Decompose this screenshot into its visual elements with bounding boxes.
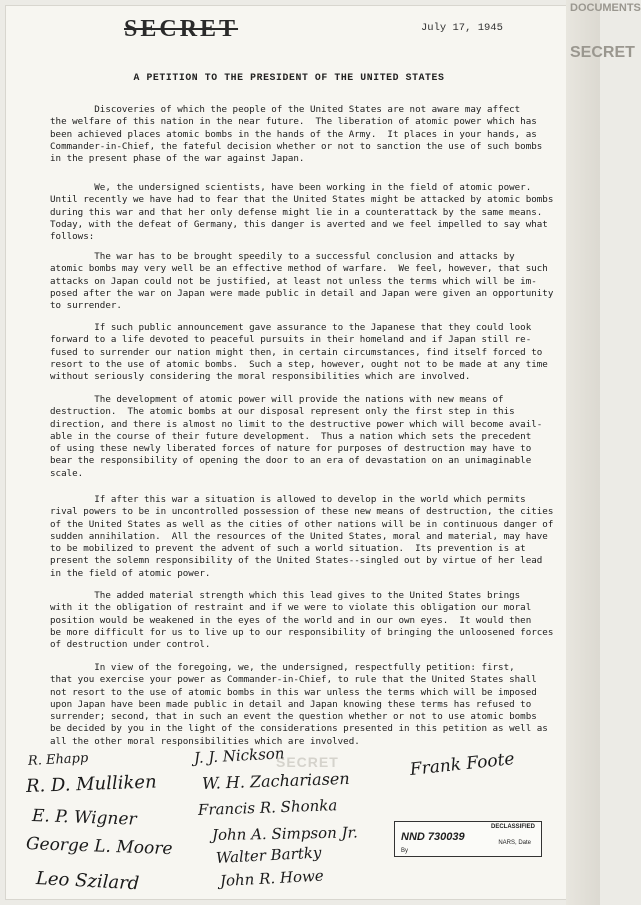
faint-secret-bleed: SECRET [276, 754, 339, 770]
signature: R. Ehapp [27, 750, 89, 769]
signature: E. P. Wigner [31, 806, 137, 830]
signature: Francis R. Shonka [197, 796, 338, 819]
signature: Walter Bartky [215, 843, 322, 867]
signature: W. H. Zachariasen [201, 768, 350, 793]
document-date: July 17, 1945 [421, 22, 503, 34]
bleed-text: DOCUMENTS [570, 2, 641, 14]
secret-stamp: SECRET [124, 16, 239, 42]
paragraph-4: If such public announcement gave assurance to the Japanese that they could look forward to a life devoted to peaceful pursuits in their homeland and if Japan still re- fused to surrender our nation might then, in certain circumstances, find itself forced to resort to the use of atomic bombs. Such a step, however, ought not to be made at any time without seriously considering the moral responsibilities which are involved. [50, 322, 548, 383]
declassified-stamp [394, 821, 542, 857]
signature: R. D. Mulliken [25, 771, 157, 797]
signature: J. J. Nickson [193, 744, 285, 767]
adjacent-page-bleed [566, 0, 641, 905]
bleed-text: SECRET [570, 44, 635, 61]
declassified-number: NND 730039 [401, 831, 465, 843]
paragraph-6: If after this war a situation is allowed to develop in the world which permits rival powers to be in uncontrolled possession of these new means of destruction, the cities of the United States as well as the cities of other nations will be in continuous danger of sudden annihilation. All the resources of the United States, moral and material, may have to be mobilized to prevent the advent of such a world situation. Its prevention is at present the solemn responsibility of the United States--singled out by virtue of her lead in the field of atomic power. [50, 494, 554, 579]
petition-title: A PETITION TO THE PRESIDENT OF THE UNITED STATES [133, 72, 445, 83]
signature: George L. Moore [25, 834, 173, 860]
signature: John A. Simpson Jr. [211, 823, 359, 844]
paragraph-3: The war has to be brought speedily to a successful conclusion and attacks by atomic bombs may very well be an effective method of warfare. We feel, however, that such attacks on Japan could not be justified, at least not unless the terms which will be im- posed after the war on Japan were made public in detail and Japan were given an opportunity to surrender. [50, 251, 554, 312]
signature: Frank Foote [408, 749, 516, 780]
paragraph-2: We, the undersigned scientists, have been working in the field of atomic power. Until recently we have had to fear that the United States might be attacked by atomic bombs during this war and that her only defense might lie in a counterattack by the same means. Today, with the defeat of Germany, this danger is averted and we feel impelled to say what follows: [50, 182, 554, 243]
declassified-heading: DECLASSIFIED [490, 824, 535, 830]
document-page [6, 6, 572, 899]
paragraph-1: Discoveries of which the people of the United States are not aware may affect the welfare of this nation in the near future. The liberation of atomic power which has been achieved places atomic bombs in the hands of the Army. It places in your hands, as Commander-in-Chief, the fateful decision whether or not to sanction the use of such bombs in the present phase of the war against Japan. [50, 104, 543, 165]
signature: Leo Szilard [35, 868, 140, 895]
declassified-nars-date: NARS, Date [498, 840, 531, 846]
paragraph-8: In view of the foregoing, we, the undersigned, respectfully petition: first, that you exercise your power as Commander-in-Chief, to rule that the United States shall not resort to the use of atomic bombs in this war unless the terms which will be imposed upon Japan have been made public in detail and Japan knowing these terms has refused to surrender; second, that in such an event the question whether or not to use atomic bombs be decided by you in the light of the considerations presented in this petition as well as all the other moral responsibilities which are involved. [50, 662, 548, 747]
paragraph-5: The development of atomic power will provide the nations with new means of destruction. The atomic bombs at our disposal represent only the first step in this direction, and there is almost no limit to the destructive power which will become avail- able in the course of their future development. Thus a nation which sets the precedent of using these newly liberated forces of nature for purposes of destruction may have to bear the responsibility of opening the door to an era of devastation on an unimaginable scale. [50, 394, 543, 479]
declassified-by: By [401, 848, 409, 854]
paragraph-7: The added material strength which this lead gives to the United States brings with it the obligation of restraint and if we were to violate this obligation our moral position would be weakened in the eyes of the world and in our own eyes. It would then be more difficult for us to live up to our responsibility of bringing the unloosened forces of destruction under control. [50, 590, 554, 651]
signature: John R. Howe [219, 866, 325, 890]
